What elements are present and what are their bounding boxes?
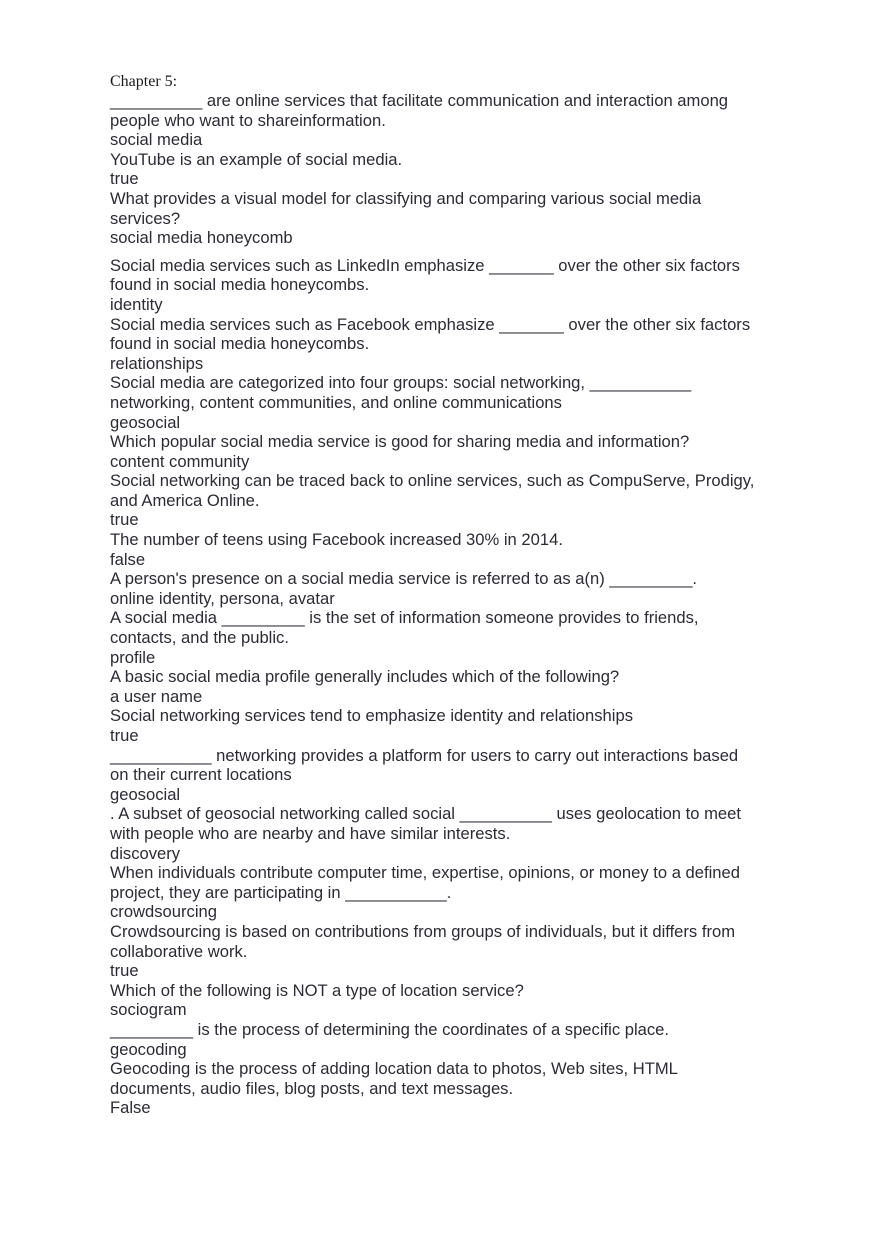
text-line: geosocial [110, 412, 181, 432]
text-line: _________ is the process of determining the coordinates of a specific place. [110, 1019, 670, 1039]
text-line: content community [110, 451, 250, 471]
document-page [110, 72, 810, 1118]
text-line: collaborative work. [110, 941, 248, 961]
text-line: Social networking can be traced back to online services, such as CompuServe, Prodigy, [110, 471, 755, 491]
text-line: Which of the following is NOT a type of location service? [110, 980, 524, 1000]
text-line: discovery [110, 843, 181, 863]
text-line: identity [110, 294, 163, 314]
text-line: contacts, and the public. [110, 628, 289, 648]
text-line: with people who are nearby and have similar interests. [110, 823, 511, 843]
text-line: true [110, 726, 139, 745]
chapter-heading: Chapter 5: [110, 73, 178, 90]
text-line: Social networking services tend to emphasize identity and relationships [110, 706, 633, 726]
text-line: found in social media honeycombs. [110, 275, 370, 295]
text-line: Social media are categorized into four groups: social networking, ___________ [110, 373, 692, 393]
text-line: found in social media honeycombs. [110, 334, 370, 354]
text-line: project, they are participating in ___________. [110, 882, 452, 902]
text-line: Which popular social media service is good for sharing media and information? [110, 432, 690, 452]
text-line: networking, content communities, and online communications [110, 392, 562, 412]
text-line: __________ are online services that facilitate communication and interaction among [110, 91, 729, 110]
text-line: ___________ networking provides a platform for users to carry out interactions based [110, 745, 739, 765]
text-line: online identity, persona, avatar [110, 588, 335, 608]
text-line: true [110, 169, 139, 189]
text-line: on their current locations [110, 765, 292, 785]
text-line: . A subset of geosocial networking called social __________ uses geolocation to meet [110, 804, 741, 824]
text-line: Crowdsourcing is based on contributions from groups of individuals, but it differs from [110, 921, 736, 941]
text-line: profile [110, 647, 156, 667]
text-line: services? [110, 208, 181, 228]
spacer [110, 248, 810, 256]
qa-lines [110, 91, 810, 1118]
text-line: sociogram [110, 1000, 187, 1020]
text-line: geocoding [110, 1039, 187, 1059]
text-line: crowdsourcing [110, 902, 217, 922]
text-line: a user name [110, 686, 203, 706]
text-line: people who want to shareinformation. [110, 110, 386, 130]
text-line: A person's presence on a social media service is referred to as a(n) _________. [110, 569, 698, 589]
text-line: A basic social media profile generally includes which of the following? [110, 667, 620, 687]
text-line: False [110, 1098, 151, 1118]
text-line: When individuals contribute computer time, expertise, opinions, or money to a defined [110, 863, 740, 883]
text-line: YouTube is an example of social media. [110, 149, 403, 169]
text-line: Social media services such as Facebook emphasize _______ over the other six factors [110, 314, 751, 334]
text-line: Geocoding is the process of adding location data to photos, Web sites, HTML [110, 1059, 678, 1079]
text-line: documents, audio files, blog posts, and text messages. [110, 1078, 514, 1098]
text-line: true [110, 961, 139, 981]
text-line: The number of teens using Facebook increased 30% in 2014. [110, 530, 563, 550]
text-line: What provides a visual model for classifying and comparing various social media [110, 188, 702, 208]
text-line: social media honeycomb [110, 228, 293, 248]
text-line: social media [110, 130, 203, 150]
text-line: relationships [110, 353, 204, 373]
text-line: false [110, 549, 146, 569]
text-line: Social media services such as LinkedIn emphasize _______ over the other six factors [110, 255, 740, 275]
text-line: geosocial [110, 784, 181, 804]
text-line: A social media _________ is the set of information someone provides to friends, [110, 608, 699, 628]
text-line: true [110, 510, 139, 530]
text-line: and America Online. [110, 490, 260, 510]
